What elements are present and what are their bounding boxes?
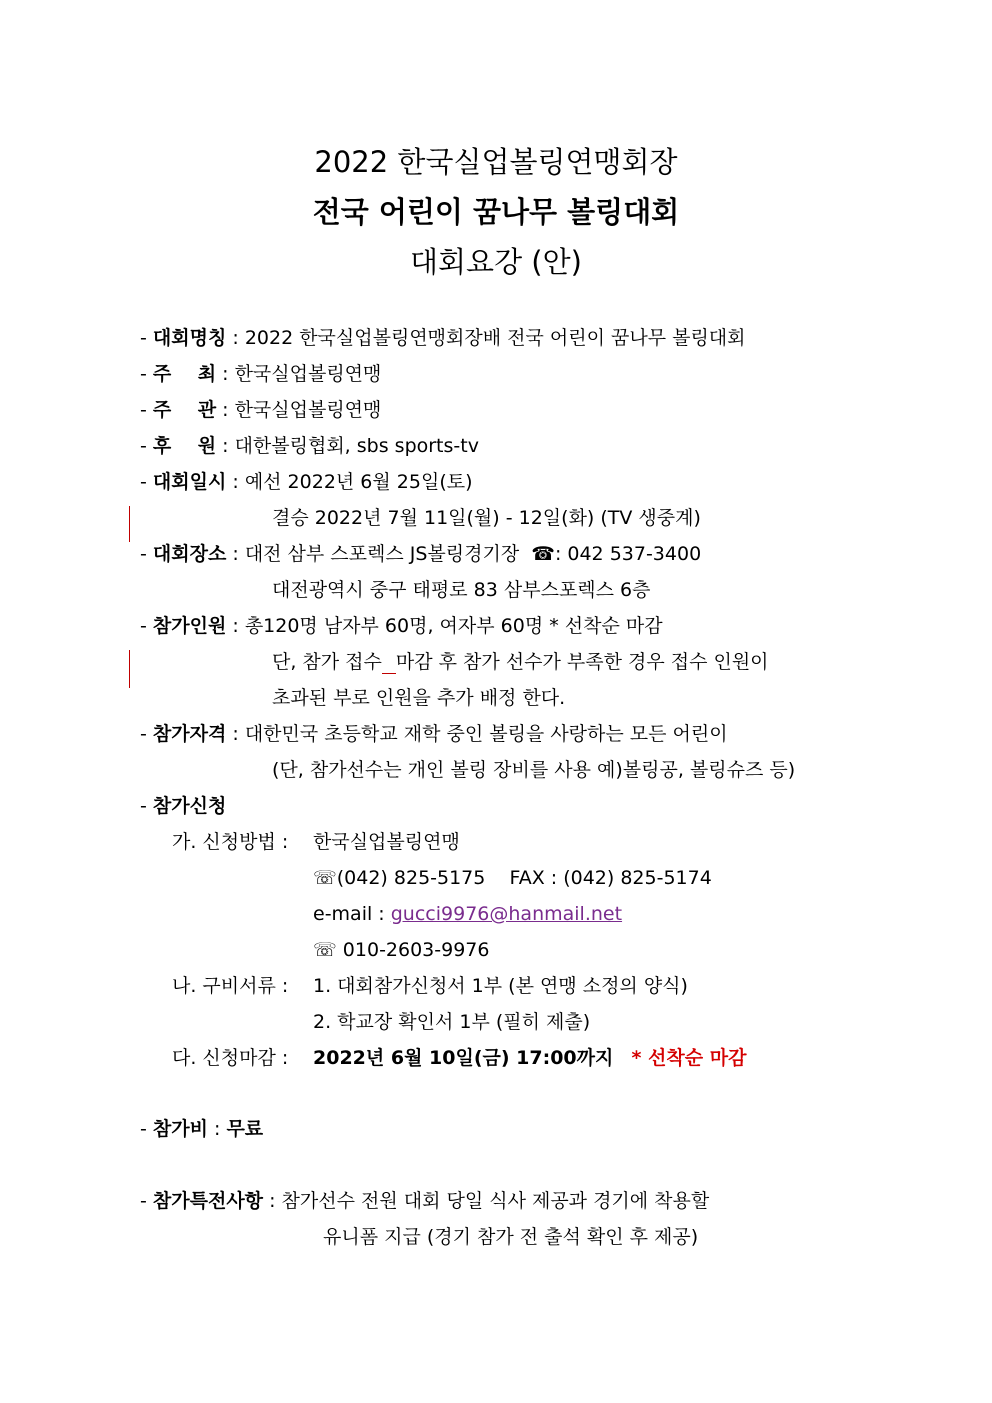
sponsor-value: 대한볼링협회, sbs sports-tv xyxy=(234,435,479,457)
participants-value-2 xyxy=(272,650,769,674)
participants-value-2a: 단, 참가 접수 xyxy=(272,651,382,673)
deadline-line xyxy=(313,1046,746,1070)
benefit-value-1: 참가선수 전원 대회 당일 식사 제공과 경기에 착용할 xyxy=(281,1190,710,1212)
title-line-1: 2022 한국실업볼링연맹회장 xyxy=(314,145,678,179)
email-line xyxy=(313,902,622,926)
name-value: 2022 한국실업볼링연맹회장배 전국 어린이 꿈나무 볼링대회 xyxy=(244,327,746,349)
host-label: 주 최 xyxy=(152,363,217,385)
venue-label: 대회장소 xyxy=(152,543,227,565)
edit-mark xyxy=(129,650,130,688)
mobile: ☏ 010-2603-9976 xyxy=(313,939,490,961)
item-date: - 대회일시 : 예선 2022년 6월 25일(토) xyxy=(140,471,473,493)
text-cursor xyxy=(382,655,396,674)
item-fee: - 참가비 : 무료 xyxy=(140,1118,264,1140)
eligibility-value-1: 대한민국 초등학교 재학 중인 볼링을 사랑하는 모든 어린이 xyxy=(244,723,728,745)
venue-value-2: 대전광역시 중구 태평로 83 삼부스포렉스 6층 xyxy=(272,579,651,601)
item-organizer: - 주 관 : 한국실업볼링연맹 xyxy=(140,399,382,421)
title-line-2: 전국 어린이 꿈나무 볼링대회 xyxy=(312,195,680,229)
deadline-note: * 선착순 마감 xyxy=(631,1047,747,1069)
organizer-label: 주 관 xyxy=(152,399,217,421)
method-value: 한국실업볼링연맹 xyxy=(313,831,460,853)
email-link[interactable]: gucci9976@hanmail.net xyxy=(390,903,623,925)
date-value-2: 결승 2022년 7월 11일(월) - 12일(화) (TV 생중계) xyxy=(272,507,701,529)
item-name: - 대회명칭 : 2022 한국실업볼링연맹회장배 전국 어린이 꿈나무 볼링대회 xyxy=(140,327,746,349)
email-prefix: e-mail : xyxy=(313,903,391,925)
item-application: - 참가신청 xyxy=(140,795,227,817)
organizer-value: 한국실업볼링연맹 xyxy=(234,399,382,421)
item-venue: - 대회장소 : 대전 삼부 스포렉스 JS볼링경기장 ☎: 042 537-3400 xyxy=(140,543,702,565)
benefit-label: 참가특전사항 xyxy=(152,1190,264,1212)
participants-value-2b: 마감 후 참가 선수가 부족한 경우 접수 인원이 xyxy=(395,651,769,673)
title-line-3: 대회요강 (안) xyxy=(410,245,582,279)
docs-value-2: 2. 학교장 확인서 1부 (필히 제출) xyxy=(313,1011,591,1033)
item-eligibility: - 참가자격 : 대한민국 초등학교 재학 중인 볼링을 사랑하는 모든 어린이 xyxy=(140,723,728,745)
item-sponsor: - 후 원 : 대한볼링협회, sbs sports-tv xyxy=(140,435,479,457)
item-benefit: - 참가특전사항 : 참가선수 전원 대회 당일 식사 제공과 경기에 착용할 xyxy=(140,1190,710,1212)
host-value: 한국실업볼링연맹 xyxy=(234,363,382,385)
fee-label: 참가비 xyxy=(152,1118,208,1140)
item-host: - 주 최 : 한국실업볼링연맹 xyxy=(140,363,382,385)
edit-mark xyxy=(129,506,130,542)
application-label: 참가신청 xyxy=(152,795,227,817)
eligibility-value-2: (단, 참가선수는 개인 볼링 장비를 사용 예)볼링공, 볼링슈즈 등) xyxy=(272,759,796,781)
participants-value-3: 초과된 부로 인원을 추가 배정 한다. xyxy=(272,687,566,709)
docs-value-1: 1. 대회참가신청서 1부 (본 연맹 소정의 양식) xyxy=(313,975,688,997)
phone-fax: ☏(042) 825-5175 FAX : (042) 825-5174 xyxy=(313,867,712,889)
date-value-1: 예선 2022년 6월 25일(토) xyxy=(244,471,473,493)
docs-label: 나. 구비서류 : xyxy=(172,975,289,997)
method-label: 가. 신청방법 : xyxy=(172,831,289,853)
deadline-label: 다. 신청마감 : xyxy=(172,1047,289,1069)
fee-value: 무료 xyxy=(226,1118,264,1140)
benefit-value-2: 유니폼 지급 (경기 참가 전 출석 확인 후 제공) xyxy=(323,1226,699,1248)
item-participants: - 참가인원 : 총120명 남자부 60명, 여자부 60명 * 선착순 마감 xyxy=(140,615,663,637)
participants-value-1: 총120명 남자부 60명, 여자부 60명 * 선착순 마감 xyxy=(244,615,663,637)
sponsor-label: 후 원 xyxy=(152,435,217,457)
date-label: 대회일시 xyxy=(152,471,227,493)
name-label: 대회명칭 xyxy=(152,327,227,349)
participants-label: 참가인원 xyxy=(152,615,227,637)
venue-value-1: 대전 삼부 스포렉스 JS볼링경기장 ☎: 042 537-3400 xyxy=(244,543,702,565)
deadline-value: 2022년 6월 10일(금) 17:00까지 xyxy=(313,1047,614,1069)
eligibility-label: 참가자격 xyxy=(152,723,227,745)
